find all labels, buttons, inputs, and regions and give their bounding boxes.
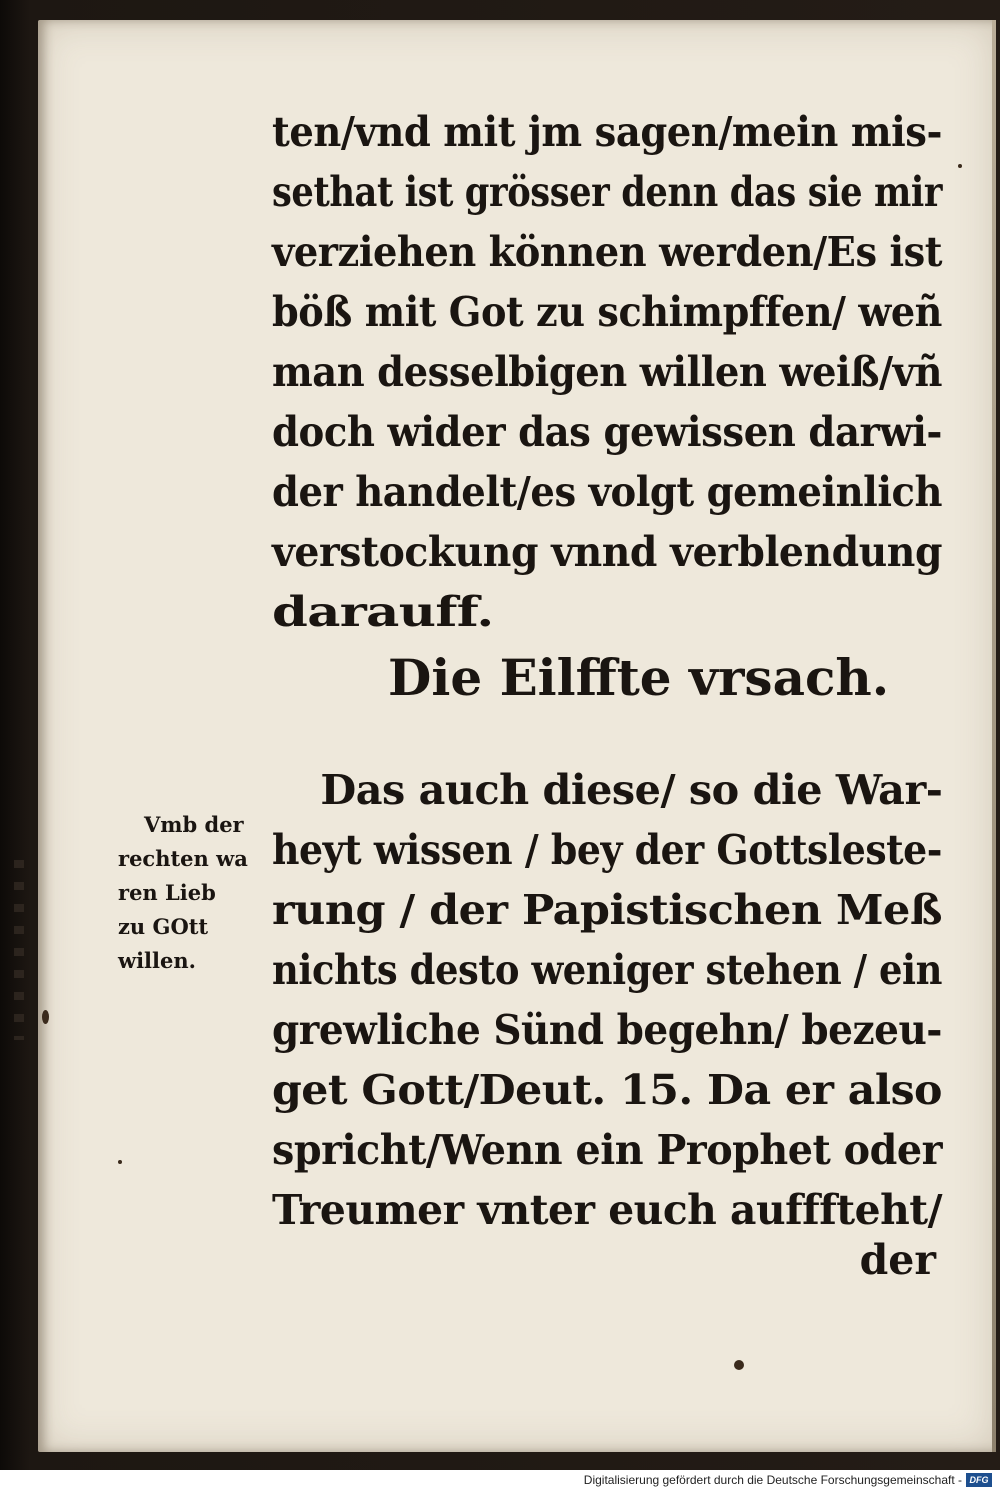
margin-note-line: Vmb der — [144, 812, 244, 837]
book-edge-marks — [14, 860, 24, 1040]
margin-note-line: zu GOtt — [118, 914, 209, 939]
text-line: ten/vnd mit jm sagen/mein mis- — [272, 108, 942, 156]
text-line: doch wider das gewissen darwi- — [272, 408, 942, 456]
main-text-block — [272, 102, 942, 642]
text-line: get Gott/Deut. 15. Da er also — [272, 1066, 943, 1114]
ink-spot — [118, 1160, 122, 1164]
book-page — [38, 20, 996, 1452]
ink-spot — [958, 164, 962, 168]
margin-note-line: ren Lieb — [118, 880, 216, 905]
text-line: grewliche Sünd begehn/ bezeu- — [272, 1006, 942, 1054]
text-line: sethat ist grösser denn das sie mir — [272, 168, 942, 216]
dfg-logo[interactable]: DFG — [966, 1473, 992, 1487]
text-line: der handelt/es volgt gemeinlich — [272, 468, 942, 516]
ink-spot — [734, 1360, 744, 1370]
catchword: der — [859, 1236, 936, 1284]
text-line: Treumer vnter euch aufffteht/ — [272, 1186, 942, 1234]
text-line: rung / der Papistischen Meß — [272, 886, 942, 934]
margin-note — [118, 808, 263, 978]
text-line: verziehen können werden/Es ist — [272, 228, 942, 276]
ink-spot — [42, 1010, 49, 1024]
footer-bar — [0, 1470, 1000, 1491]
text-line: spricht/Wenn ein Prophet oder — [272, 1126, 942, 1174]
text-line: Das auch diese/ so die War- — [320, 766, 943, 814]
margin-note-line: rechten wa — [118, 846, 248, 871]
page-edge — [992, 20, 996, 1452]
text-line: nichts desto weniger stehen / ein — [272, 946, 942, 994]
text-line: heyt wissen / bey der Gottsleste- — [272, 826, 942, 874]
text-line: böß mit Got zu schimpffen/ weñ — [272, 288, 942, 336]
section-text-block — [272, 760, 942, 1240]
margin-note-line: willen. — [118, 948, 196, 973]
footer-credit: Digitalisierung gefördert durch die Deutsche Forschungsgemeinschaft - — [583, 1473, 962, 1487]
section-heading: Die Eilffte vrsach. — [388, 648, 890, 707]
text-line: darauff. — [272, 588, 494, 636]
text-line: verstockung vnnd verblendung — [272, 528, 942, 576]
text-line: man desselbigen willen weiß/vñ — [272, 348, 942, 396]
